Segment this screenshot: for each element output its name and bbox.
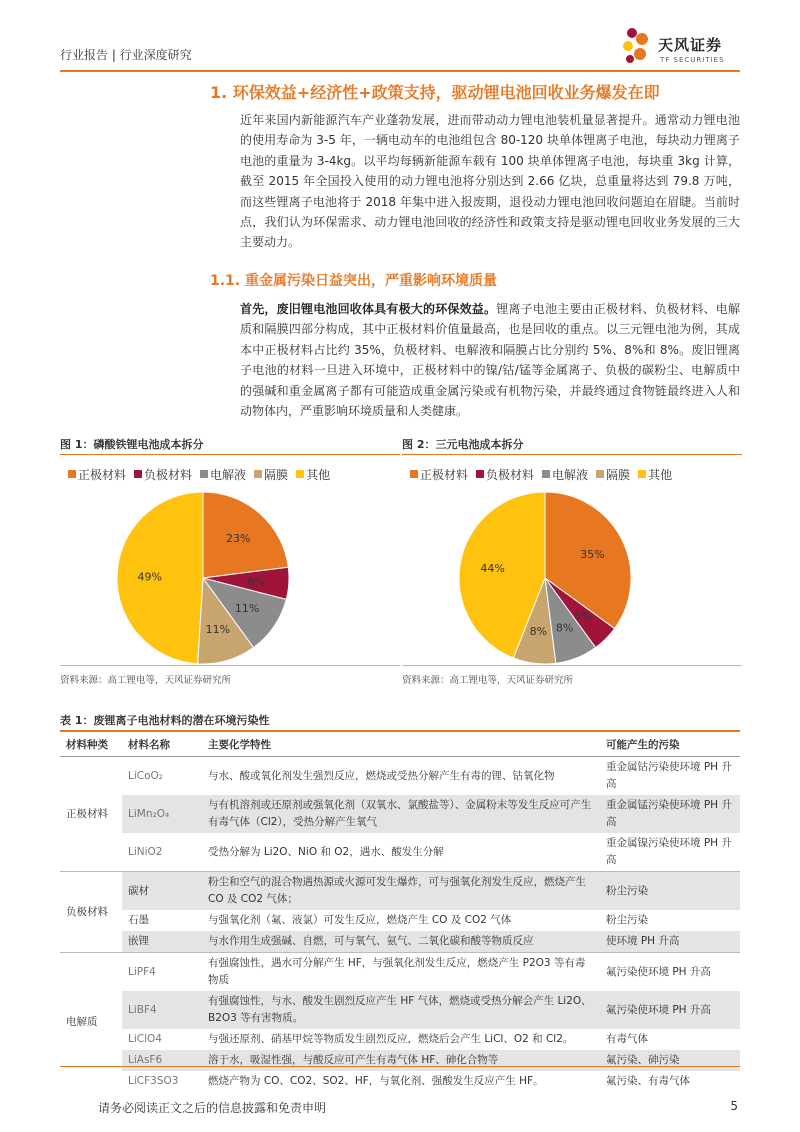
legend-label: 隔膜 — [606, 468, 631, 482]
material-name-cell: 嵌锂 — [122, 931, 202, 953]
property-cell: 与强氧化剂（氟、液氯）可发生反应，燃烧产生 CO 及 CO2 气体 — [208, 914, 512, 926]
header-divider — [60, 70, 740, 72]
table-title: 表 1：废锂离子电池材料的潜在环境污染性 — [60, 714, 270, 727]
table-row — [60, 757, 740, 796]
material-name-cell: LiPF4 — [122, 953, 202, 992]
table-row — [60, 872, 740, 911]
figure-rule — [60, 454, 400, 455]
property-cell: 有强腐蚀性，遇水可分解产生 HF，与强氧化剂发生反应，燃烧产生 P2O3 等有毒物质 — [202, 953, 600, 992]
legend-swatch — [542, 470, 550, 478]
legend-swatch — [410, 470, 418, 478]
body-paragraph — [240, 299, 740, 421]
figure-source: 资料来源：高工锂电等，天风证券研究所 — [402, 675, 574, 686]
property-cell: 有强腐蚀性，与水、酸发生剧烈反应产生 HF 气体，燃烧或受热分解会产生 Li2O、B2O3 等有害物质。 — [202, 991, 600, 1029]
logo-mark-icon — [618, 24, 658, 68]
legend-swatch — [254, 470, 262, 478]
source-rule — [60, 665, 400, 666]
pollution-cell: 重金属镍污染使环境 PH 升高 — [606, 837, 732, 866]
pie-chart-2 — [457, 490, 633, 666]
logo-text: 天风证券 — [658, 36, 723, 54]
paragraph-rest: 锂离子电池主要由正极材料、负极材料、电解质和隔膜四部分构成，其中正极材料价值量最高，也是回收的重点。以三元锂电池为例，其成本中正极材料占比约 35%，负极材料、电解液和隔膜占比分别约 5%、8%和 8%。废旧锂离子电池的材料一旦进入环境中，正极材料中的镍/钴/锰等金属离子、负极的碳粉尘、电解质中的强碱和重金属离子都有可能造成重金属污染或有机物污染，并最终通过食物链最终进入人和动物体内，严重影响环境质量和人类健康。 — [240, 302, 740, 419]
legend-item — [596, 466, 630, 483]
property-cell: 与强还原剂、硝基甲烷等物质发生剧烈反应，燃烧后会产生 LiCl、O2 和 Cl2。 — [208, 1033, 574, 1045]
property-cell: 受热分解为 Li2O、NiO 和 O2，遇水、酸发生分解 — [208, 845, 444, 858]
legend-item — [200, 466, 246, 483]
figure-2 — [402, 436, 742, 666]
pollution-cell: 粉尘污染 — [606, 914, 648, 926]
table-row — [60, 1071, 740, 1092]
pollution-cell: 氟污染、砷污染 — [600, 1050, 740, 1071]
pollution-cell: 使环境 PH 升高 — [600, 931, 740, 953]
intro-paragraph: 近年来国内新能源汽车产业蓬勃发展，进而带动动力锂电池装机量显著提升。通常动力锂电池的使用寿命为 3-5 年，一辆电动车的电池组包含 80-120 块单体锂离子电池，每块动力锂离子电池的重量为 3-4kg。以平均每辆新能源车载有 100 块单体锂离子电池，每块重 3kg 计算，截至 2015 年全国投入使用的动力锂电池将分别达到 2.66 亿块，总重量将达到 79.8 万吨，而这些锂离子电池将于 2018 年集中进入报废期，退役动力锂电池回收问题迫在眉睫。当前时点，我们认为环保需求、动力锂电池回收的经济性和政策支持是驱动锂电回收业务发展的三大主要动力。 — [240, 113, 740, 250]
slice-label: 6% — [247, 575, 265, 589]
chart-legend — [60, 466, 400, 484]
legend-swatch — [296, 470, 304, 478]
legend-swatch — [638, 470, 646, 478]
property-cell: 与有机溶剂或还原剂或强氧化剂（双氧水、氯酸盐等）、金属粉末等发生反应可产生有毒气体（Cl2），受热分解产生氧气 — [202, 795, 600, 833]
lead-sentence: 首先，废旧锂电池回收体具有极大的环保效益。 — [240, 302, 497, 316]
category-cell: 电解质 — [60, 953, 122, 1093]
figure-rule — [402, 454, 742, 455]
figure-title: 图 1：磷酸铁锂电池成本拆分 — [60, 438, 204, 451]
table-row — [60, 953, 740, 992]
pollution-cell: 重金属锰污染使环境 PH 升高 — [600, 795, 740, 833]
footer-disclaimer: 请务必阅读正文之后的信息披露和免责申明 — [98, 1101, 327, 1115]
legend-item — [254, 466, 288, 483]
legend-label: 负极材料 — [486, 468, 535, 482]
property-cell: 燃烧产物为 CO、CO2、SO2、HF，与氧化剂、强酸发生反应产生 HF。 — [208, 1075, 544, 1087]
slice-label: 8% — [529, 624, 548, 638]
table-row — [60, 910, 740, 931]
table-row — [60, 991, 740, 1029]
material-name-cell: LiNiO2 — [128, 845, 163, 858]
legend-swatch — [596, 470, 604, 478]
pie-chart-1 — [115, 490, 291, 666]
header-cell: 材料名称 — [122, 731, 202, 757]
legend-label: 负极材料 — [144, 468, 193, 482]
legend-label: 正极材料 — [420, 468, 469, 482]
table-row — [60, 1050, 740, 1071]
legend-label: 电解液 — [210, 468, 247, 482]
pollution-cell: 氟污染使环境 PH 升高 — [600, 991, 740, 1029]
material-name-cell: LiCF3SO3 — [128, 1075, 179, 1087]
material-name-cell: LiClO4 — [128, 1033, 162, 1045]
table-row — [60, 931, 740, 953]
legend-swatch — [476, 470, 484, 478]
material-name-cell: LiAsF6 — [122, 1050, 202, 1071]
figure-source: 资料来源：高工锂电等，天风证券研究所 — [60, 675, 232, 686]
pollution-cell: 粉尘污染 — [600, 872, 740, 911]
legend-item — [542, 466, 588, 483]
subsection-heading: 1.1. 重金属污染日益突出，严重影响环境质量 — [210, 273, 497, 289]
category-cell: 正极材料 — [66, 807, 108, 820]
legend-label: 电解液 — [552, 468, 589, 482]
property-cell: 与水作用生成强碱、自燃，可与氧气、氨气、二氧化碳和酸等物质反应 — [202, 931, 600, 953]
figure-1 — [60, 436, 400, 666]
material-name-cell: 碳材 — [122, 872, 202, 911]
pollution-cell: 氟污染、有毒气体 — [606, 1075, 690, 1087]
company-logo — [618, 24, 738, 68]
legend-item — [68, 466, 126, 483]
figure-title: 图 2：三元电池成本拆分 — [402, 438, 524, 451]
legend-item — [476, 466, 534, 483]
legend-item — [134, 466, 192, 483]
header-cell: 可能产生的污染 — [600, 731, 740, 757]
pollution-table — [60, 730, 740, 1092]
pollution-cell: 有毒气体 — [606, 1033, 648, 1045]
slice-label: 35% — [580, 547, 605, 561]
legend-label: 其他 — [648, 468, 673, 482]
table-row — [60, 1029, 740, 1050]
slice-label: 8% — [555, 621, 574, 635]
logo-subtext: TF SECURITIES — [660, 56, 725, 64]
legend-swatch — [200, 470, 208, 478]
page-number: 5 — [730, 1099, 738, 1113]
table-row — [60, 833, 740, 872]
slice-label: 11% — [234, 601, 260, 615]
legend-item — [410, 466, 468, 483]
material-name-cell: LiCoO₂ — [128, 769, 163, 782]
legend-item — [296, 466, 330, 483]
table-row — [60, 795, 740, 833]
footer-divider — [60, 1066, 740, 1067]
legend-label: 正极材料 — [78, 468, 127, 482]
legend-item — [638, 466, 672, 483]
legend-label: 其他 — [306, 468, 331, 482]
slice-label: 23% — [226, 532, 251, 546]
header-cell: 主要化学特性 — [202, 731, 600, 757]
chart-legend — [402, 466, 742, 484]
header-breadcrumb: 行业报告 | 行业深度研究 — [60, 48, 192, 62]
legend-label: 隔膜 — [264, 468, 289, 482]
table-header-row — [60, 731, 740, 757]
slice-label: 11% — [205, 623, 231, 637]
legend-swatch — [134, 470, 142, 478]
slice-label: 49% — [137, 570, 162, 584]
material-name-cell: LiBF4 — [122, 991, 202, 1029]
header-cell: 材料种类 — [60, 731, 122, 757]
slice-label: 44% — [480, 562, 505, 576]
material-name-cell: LiMn₂O₄ — [122, 795, 202, 833]
pollution-cell: 氟污染使环境 PH 升高 — [600, 953, 740, 992]
material-name-cell: 石墨 — [128, 914, 149, 926]
section-heading: 1. 环保效益+经济性+政策支持，驱动锂电池回收业务爆发在即 — [210, 83, 660, 102]
pollution-cell: 重金属钴污染使环境 PH 升高 — [606, 761, 732, 790]
category-cell: 负极材料 — [60, 872, 122, 953]
source-rule — [402, 665, 742, 666]
slice-label: 5% — [573, 609, 592, 623]
legend-swatch — [68, 470, 76, 478]
property-cell: 溶于水，吸湿性强，与酸反应可产生有毒气体 HF、砷化合物等 — [202, 1050, 600, 1071]
property-cell: 与水、酸或氧化剂发生强烈反应，燃烧或受热分解产生有毒的锂、钴氧化物 — [208, 769, 555, 782]
property-cell: 粉尘和空气的混合物遇热源或火源可发生爆炸，可与强氧化剂发生反应，燃烧产生 CO 及 CO2 气体； — [202, 872, 600, 911]
